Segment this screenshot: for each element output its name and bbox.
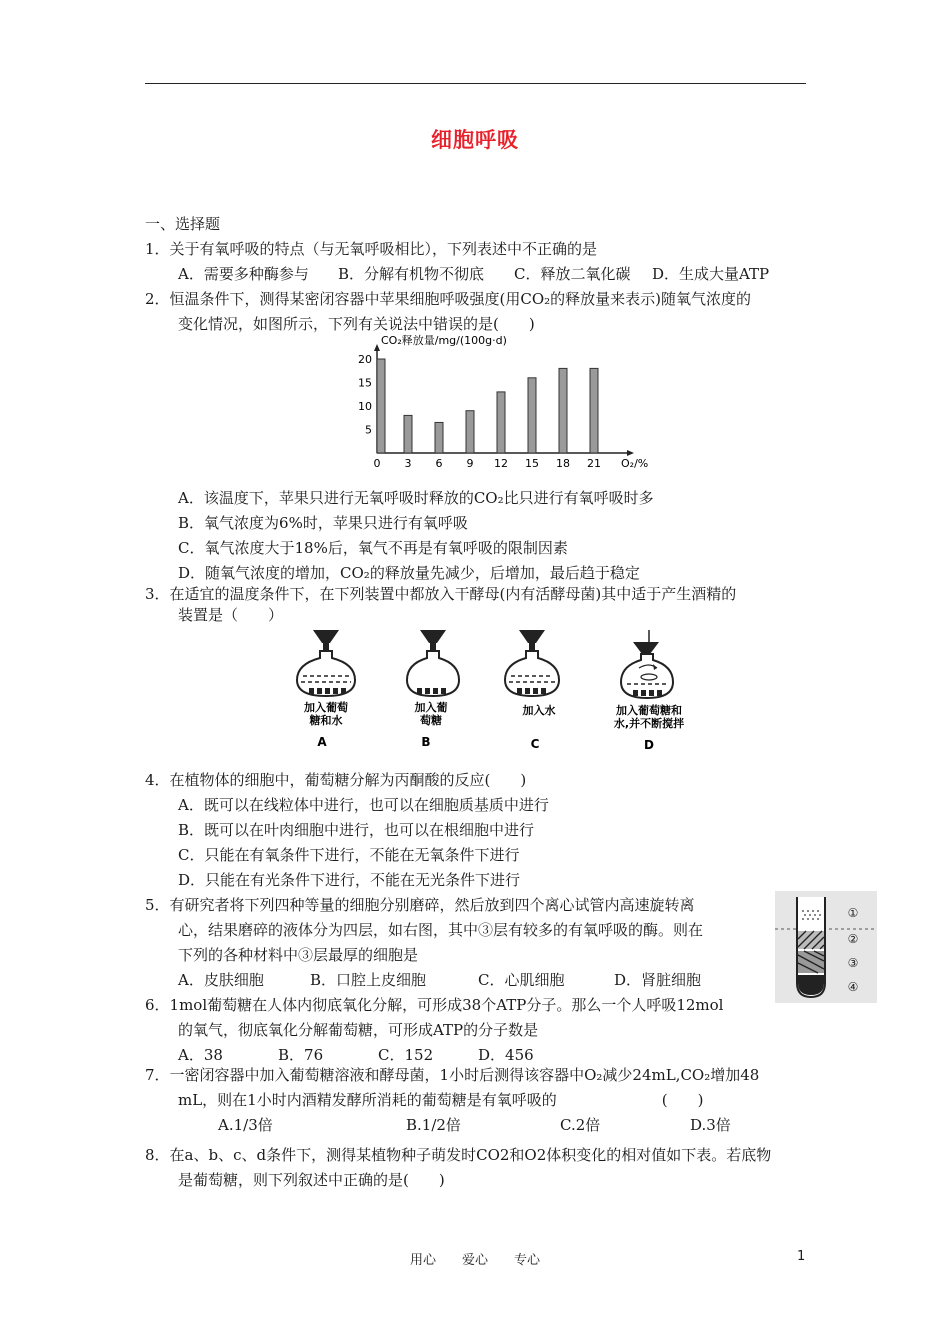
q5-stem-line2: 心，结果磨碎的液体分为四层，如右图，其中③层有较多的有氧呼吸的酶。则在 (178, 921, 704, 939)
q2-option-d: D．随氧气浓度的增加，CO₂的释放量先减少，后增加，最后趋于稳定 (178, 564, 640, 582)
q4-option-c: C．只能在有氧条件下进行，不能在无氧条件下进行 (178, 846, 520, 864)
q5-option-d: D．肾脏细胞 (614, 971, 702, 989)
device-d-label-2: 水,并不断搅拌 (613, 717, 685, 730)
x-tick-label: 18 (556, 457, 570, 470)
q6-stem-line2: 的氧气，彻底氧化分解葡萄糖，可形成ATP的分子数是 (178, 1021, 539, 1039)
x-tick-label: 0 (373, 457, 381, 470)
q8-stem-line1: 8．在a、b、c、d条件下，测得某植物种子萌发时CO2和O2体积变化的相对值如下表。若底物 (145, 1146, 772, 1164)
q2-stem-line2: 变化情况，如图所示，下列有关说法中错误的是( ) (178, 315, 535, 333)
device-b-letter: B (421, 735, 431, 749)
bar-o2-0 (377, 359, 385, 453)
footer-motto: 用心 爱心 专心 (409, 1253, 540, 1268)
y-tick-label: 5 (365, 423, 372, 437)
y-tick-label: 20 (358, 353, 372, 366)
q5-option-a: A．皮肤细胞 (178, 971, 264, 989)
q5-option-c: C．心肌细胞 (478, 971, 565, 989)
q5-options (178, 970, 748, 990)
q1-stem: 1．关于有氧呼吸的特点（与无氧呼吸相比），下列表述中不正确的是 (145, 240, 598, 258)
device-a-flask (297, 630, 355, 696)
q2-option-a: A．该温度下，苹果只进行无氧呼吸时释放的CO₂比只进行有氧呼吸时多 (178, 489, 654, 507)
device-c-label: 加入水 (522, 704, 556, 717)
tube-label-1: ① (847, 906, 859, 920)
q5-option-b: B．口腔上皮细胞 (310, 971, 427, 989)
q6-option-c: C．152 (378, 1046, 434, 1064)
device-a-label-2: 糖和水 (309, 714, 343, 727)
x-tick-label: 15 (525, 457, 539, 470)
device-a-label-1: 加入葡萄 (304, 701, 348, 714)
q1-option-d: D．生成大量ATP (652, 265, 770, 283)
y-axis-label: CO₂释放量/mg/(100g·d) (381, 334, 507, 347)
q3-devices-figure (283, 628, 713, 758)
x-tick-label: 6 (435, 457, 443, 470)
x-tick-label: 12 (494, 457, 508, 470)
device-c-letter: C (530, 737, 540, 751)
tube-label-4: ④ (847, 980, 859, 994)
device-d-letter: D (644, 738, 654, 752)
header-rule (145, 83, 806, 84)
y-tick-label: 15 (358, 376, 372, 390)
q7-stem-line1: 7．一密闭容器中加入葡萄糖溶液和酵母菌，1小时后测得该容器中O₂减少24mL,CO₂增加48 (145, 1066, 760, 1084)
bar-o2-12 (497, 392, 505, 453)
centrifuge-tube-figure (775, 891, 877, 1003)
q6-option-b: B．76 (278, 1046, 324, 1064)
q2-option-b: B．氧气浓度为6%时，苹果只进行有氧呼吸 (178, 514, 468, 532)
q8-stem-line2: 是葡萄糖，则下列叙述中正确的是( ) (178, 1171, 445, 1189)
device-d-label-1: 加入葡萄糖和 (616, 704, 682, 717)
co2-bar-chart (345, 333, 649, 473)
device-c-flask (505, 630, 559, 696)
tube-label-3: ③ (847, 956, 859, 970)
q3-stem-line2: 装置是（ ） (178, 606, 284, 624)
q4-option-a: A．既可以在线粒体中进行，也可以在细胞质基质中进行 (178, 796, 549, 814)
q4-option-d: D．只能在有光条件下进行，不能在无光条件下进行 (178, 871, 521, 889)
q2-option-c: C．氧气浓度大于18%后，氧气不再是有氧呼吸的限制因素 (178, 539, 568, 557)
q4-stem: 4．在植物体的细胞中，葡萄糖分解为丙酮酸的反应( ) (145, 771, 527, 789)
q7-stem-line2: mL，则在1小时内酒精发酵所消耗的葡萄糖是有氧呼吸的 ( ) (178, 1091, 704, 1109)
q2-stem-line1: 2．恒温条件下，测得某密闭容器中苹果细胞呼吸强度(用CO₂的释放量来表示)随氧气浓度的 (145, 290, 752, 308)
bar-o2-6 (435, 422, 443, 453)
q7-option-b: B.1/2倍 (406, 1116, 461, 1134)
device-a-letter: A (317, 735, 327, 749)
q4-option-b: B．既可以在叶肉细胞中进行，也可以在根细胞中进行 (178, 821, 535, 839)
q7-option-d: D.3倍 (690, 1116, 731, 1134)
section-heading: 一、选择题 (145, 215, 221, 233)
q1-option-a: A．需要多种酶参与 (178, 265, 309, 283)
device-b-label-1: 加入葡 (414, 701, 448, 714)
q6-options (178, 1045, 578, 1065)
y-axis-arrow (374, 344, 380, 351)
q3-stem-line1: 3．在适宜的温度条件下，在下列装置中都放入干酵母(内有活酵母菌)其中适于产生酒精的 (145, 585, 737, 603)
x-tick-label: 21 (587, 457, 601, 470)
page-title: 细胞呼吸 (431, 128, 519, 152)
q1-option-c: C．释放二氧化碳 (514, 265, 631, 283)
bar-o2-18 (559, 368, 567, 453)
x-tick-label: 9 (466, 457, 474, 470)
bar-o2-9 (466, 411, 474, 453)
q1-options (178, 264, 818, 284)
bar-o2-21 (590, 368, 598, 453)
device-b-label-2: 萄糖 (420, 714, 442, 727)
device-b-flask (407, 630, 459, 696)
tube-label-2: ② (847, 932, 859, 946)
q1-option-b: B．分解有机物不彻底 (338, 265, 485, 283)
y-tick-label: 10 (358, 400, 372, 413)
q7-option-c: C.2倍 (560, 1116, 601, 1134)
q7-options (218, 1115, 758, 1135)
bar-o2-15 (528, 378, 536, 453)
bar-o2-3 (404, 415, 412, 453)
device-d-flask (621, 630, 673, 698)
q6-stem-line1: 6．1mol葡萄糖在人体内彻底氧化分解，可形成38个ATP分子。那么一个人呼吸12mol (145, 996, 724, 1014)
q7-option-a: A.1/3倍 (218, 1116, 273, 1134)
x-axis-label: O₂/% (621, 457, 649, 470)
q5-stem-line3: 下列的各种材料中③层最厚的细胞是 (178, 946, 419, 964)
page-number: 1 (797, 1249, 806, 1264)
x-tick-label: 3 (404, 457, 412, 470)
q5-stem-line1: 5．有研究者将下列四种等量的细胞分别磨碎，然后放到四个离心试管内高速旋转离 (145, 896, 695, 914)
q6-option-a: A．38 (178, 1046, 223, 1064)
q6-option-d: D．456 (478, 1046, 534, 1064)
x-axis-arrow (627, 450, 634, 456)
